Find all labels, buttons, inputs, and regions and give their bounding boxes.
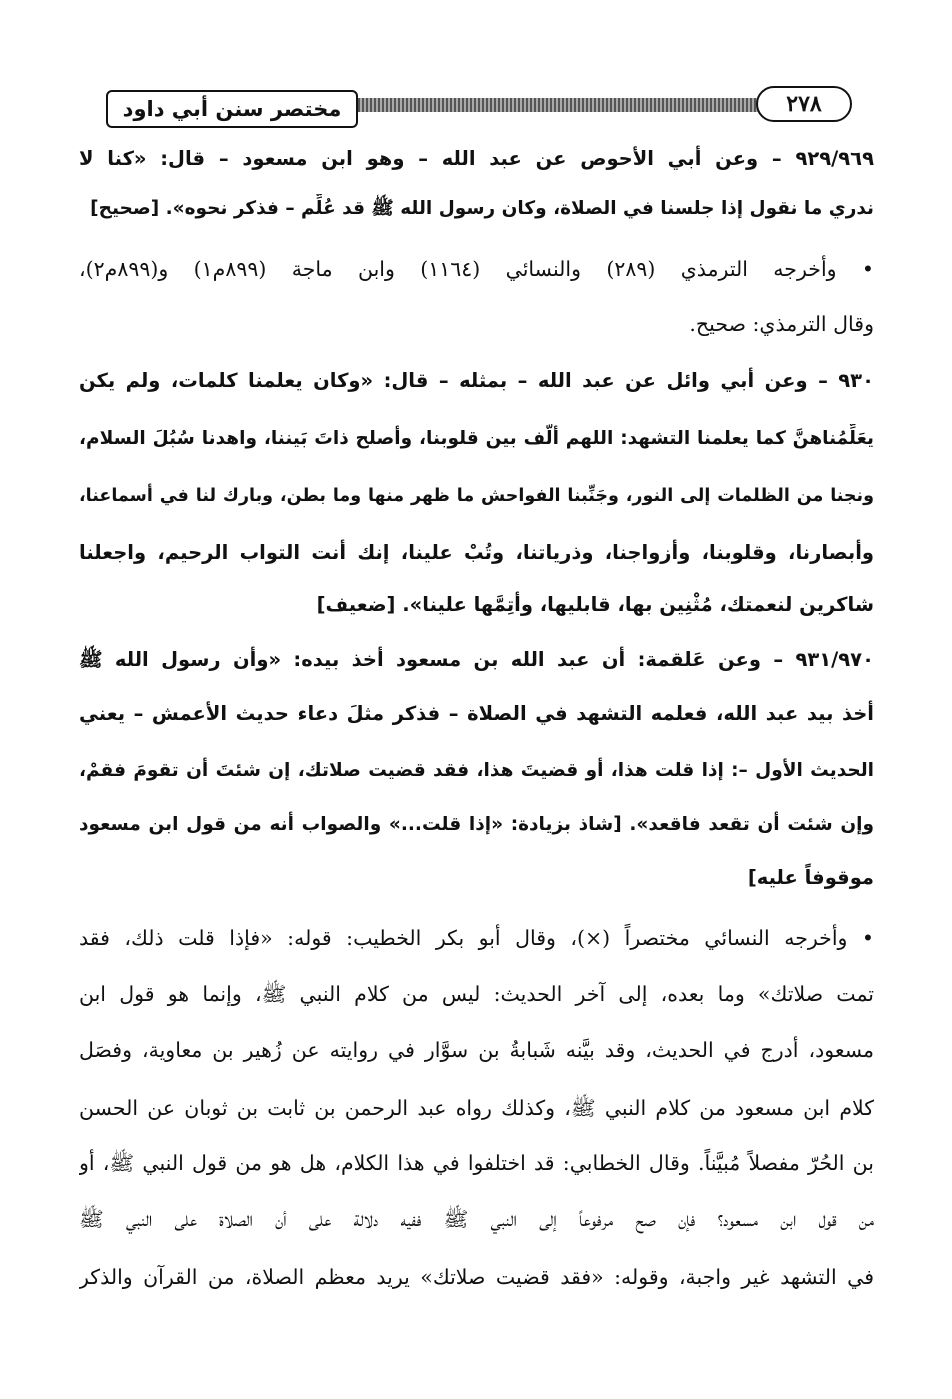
text-line: وقال الترمذي: صحيح. bbox=[689, 312, 874, 336]
text-line: ندري ما نقول إذا جلسنا في الصلاة، وكان رسول الله ﷺ قد عُلِّم – فذكر نحوه». [صحيح] bbox=[90, 198, 874, 219]
page-header bbox=[100, 86, 872, 130]
text-line: في التشهد غير واجبة، وقوله: «فقد قضيت صلاتك» يريد معظم الصلاة، من القرآن والذكر bbox=[79, 1265, 874, 1289]
text-line-commentary: • وأخرجه النسائي مختصراً (×)، وقال أبو بكر الخطيب: قوله: «فإذا قلت ذلك، فقد bbox=[79, 926, 874, 950]
text-line: مسعود، أدرج في الحديث، وقد بيَّنه شَبابةُ بن سوَّار في روايته عن زُهير بن معاوية، وفصَل bbox=[79, 1038, 874, 1062]
page-number: ٢٧٨ bbox=[756, 86, 852, 122]
text-line: ونجنا من الظلمات إلى النور، وجَنِّبنا الفواحش ما ظهر منها وما بطن، وبارك لنا في أسماعنا، bbox=[79, 486, 874, 506]
text-line: وأبصارنا، وقلوبنا، وأزواجنا، وذرياتنا، وتُبْ علينا، إنك أنت التواب الرحيم، واجعلنا bbox=[79, 541, 874, 564]
text-line: من قول ابن مسعود؟ فإن صح مرفوعاً إلى النبي ﷺ ففيه دلالة على أن الصلاة على النبي ﷺ bbox=[79, 1207, 874, 1231]
book-title: مختصر سنن أبي داود bbox=[106, 90, 358, 128]
text-line-hadith-930: ٩٣٠ – وعن أبي وائل عن عبد الله – بمثله – قال: «وكان يعلمنا كلمات، ولم يكن bbox=[79, 369, 874, 392]
text-line: الحديث الأول –: إذا قلت هذا، أو قضيتَ هذا، فقد قضيت صلاتك، إن شئتَ أن تقومَ فقمْ، bbox=[79, 760, 874, 781]
text-line: أخذ بيد عبد الله، فعلمه التشهد في الصلاة – فذكر مثلَ دعاء حديث الأعمش – يعني bbox=[79, 702, 874, 725]
text-line-hadith-969: ٩٢٩/٩٦٩ – وعن أبي الأحوص عن عبد الله – وهو ابن مسعود – قال: «كنا لا bbox=[79, 147, 874, 170]
text-line: تمت صلاتك» وما بعده، إلى آخر الحديث: ليس من كلام النبي ﷺ، وإنما هو قول ابن bbox=[79, 982, 874, 1006]
text-line: بن الحُرّ مفصلاً مُبيَّناً. وقال الخطابي: قد اختلفوا في هذا الكلام، هل هو من قول النبي ﷺ، أو bbox=[79, 1151, 874, 1175]
text-line-takhrij: • وأخرجه الترمذي (٢٨٩) والنسائي (١١٦٤) وابن ماجة (٨٩٩م١) و(٨٩٩م٢)، bbox=[79, 257, 874, 281]
text-line: وإن شئت أن تقعد فاقعد». [شاذ بزيادة: «إذا قلت...» والصواب أنه من قول ابن مسعود bbox=[79, 814, 874, 835]
text-line: شاكرين لنعمتك، مُثْنِين بها، قابليها، وأتِمَّها علينا». [ضعيف] bbox=[316, 593, 874, 616]
text-line: يعَلِّمُناهنَّ كما يعلمنا التشهد: اللهم ألّف بين قلوبنا، وأصلح ذاتَ بَيننا، واهدنا سُبُلَ السلام، bbox=[79, 428, 874, 449]
text-line-hadith-970: ٩٣١/٩٧٠ – وعن عَلقمة: أن عبد الله بن مسعود أخذ بيده: «وأن رسول الله ﷺ bbox=[79, 648, 874, 671]
text-line: موقوفاً عليه] bbox=[747, 866, 874, 889]
text-line: كلام ابن مسعود من كلام النبي ﷺ، وكذلك رواه عبد الرحمن بن ثابت بن ثوبان عن الحسن bbox=[79, 1096, 874, 1120]
